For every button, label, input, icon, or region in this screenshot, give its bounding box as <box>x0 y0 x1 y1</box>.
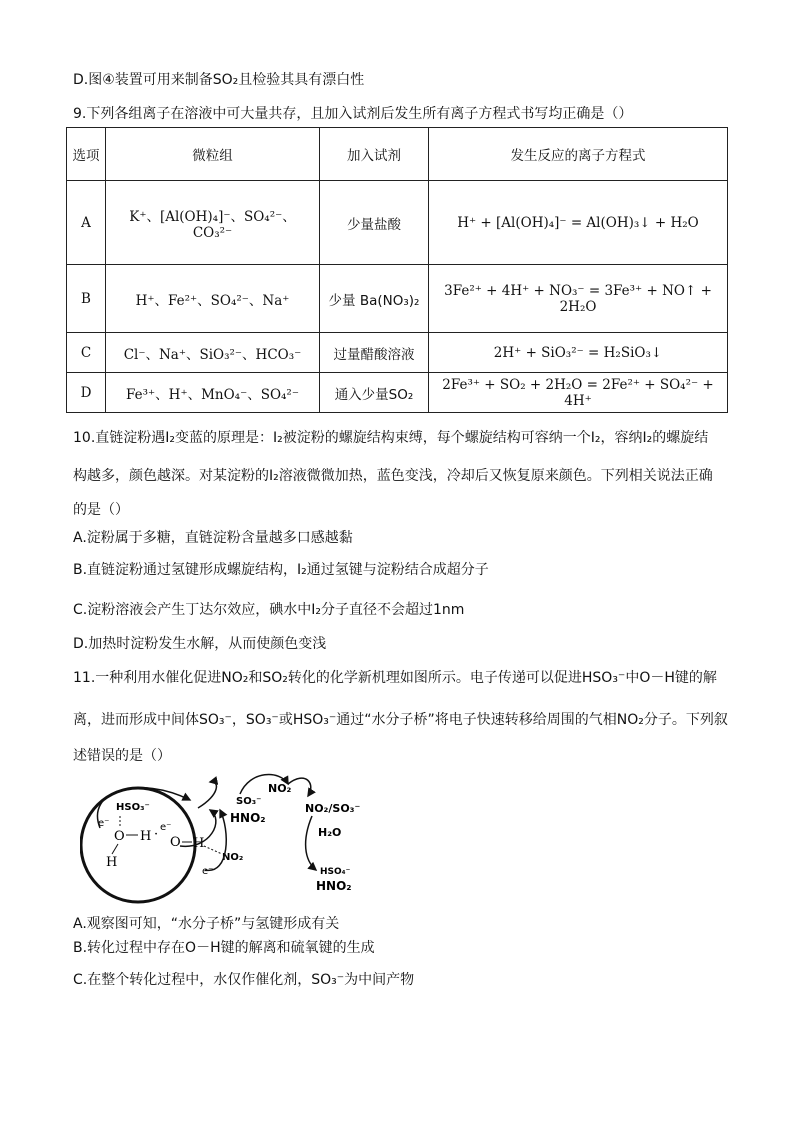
row-ions: Fe³⁺、H⁺、MnO₄⁻、SO₄²⁻ <box>106 373 320 413</box>
so3-mid-label: SO₃⁻ <box>236 796 262 807</box>
header-option: 选项 <box>67 128 106 181</box>
row-ions: H⁺、Fe²⁺、SO₄²⁻、Na⁺ <box>106 265 320 333</box>
q10-option-b: B.直链淀粉通过氢键形成螺旋结构，I₂通过氢键与淀粉结合成超分子 <box>73 562 489 578</box>
row-option: A <box>67 181 106 265</box>
header-ions: 微粒组 <box>106 128 320 181</box>
q10-stem-1: 10.直链淀粉遇I₂变蓝的原理是：I₂被淀粉的螺旋结构束缚，每个螺旋结构可容纳一个I₂，容纳I₂的螺旋结 <box>73 430 709 446</box>
electron-label-1: e⁻ <box>98 818 110 829</box>
no2-top-label: NO₂ <box>268 782 292 795</box>
row-option: D <box>67 373 106 413</box>
hno2-right-label: HNO₂ <box>316 879 352 893</box>
reaction-arrow-3 <box>306 816 316 870</box>
electron-transfer-arrow-2 <box>198 782 216 808</box>
q8-option-d: D.图④装置可用来制备SO₂且检验其具有漂白性 <box>73 72 365 88</box>
q11-stem-3: 述错误的是（） <box>73 748 171 764</box>
row-equation: H⁺ + [Al(OH)₄]⁻ = Al(OH)₃↓ + H₂O <box>429 181 728 265</box>
q9-stem: 9.下列各组离子在溶液中可大量共存，且加入试剂后发生所有离子方程式书写均正确是（） <box>73 106 633 122</box>
table-row <box>67 181 728 265</box>
header-reagent: 加入试剂 <box>320 128 429 181</box>
q11-option-a: A.观察图可知，“水分子桥”与氢键形成有关 <box>73 916 340 932</box>
hso4-label: HSO₄⁻ <box>320 867 351 877</box>
hno2-mid-label: HNO₂ <box>230 811 266 825</box>
q10-option-c: C.淀粉溶液会产生丁达尔效应，碘水中I₂分子直径不会超过1nm <box>73 602 465 618</box>
row-equation: 3Fe²⁺ + 4H⁺ + NO₃⁻ = 3Fe³⁺ + NO↑ + 2H₂O <box>429 265 728 333</box>
q10-stem-3: 的是（） <box>73 502 129 518</box>
q11-option-b: B.转化过程中存在O－H键的解离和硫氧键的生成 <box>73 940 375 956</box>
h2o-label: H₂O <box>318 826 342 839</box>
hbond-line-2 <box>204 846 222 854</box>
mechanism-diagram <box>80 770 380 910</box>
row-equation: 2Fe³⁺ + SO₂ + 2H₂O = 2Fe²⁺ + SO₄²⁻ + 4H⁺ <box>429 373 728 413</box>
q11-stem-1: 11.一种利用水催化促进NO₂和SO₂转化的化学新机理如图所示。电子传递可以促进HSO₃⁻中O－H键的解 <box>73 670 717 686</box>
row-ions: K⁺、[Al(OH)₄]⁻、SO₄²⁻、CO₃²⁻ <box>106 181 320 265</box>
q9-table <box>66 127 728 413</box>
row-equation: 2H⁺ + SiO₃²⁻ = H₂SiO₃↓ <box>429 333 728 373</box>
table-row <box>67 265 728 333</box>
reaction-arrow-2 <box>288 778 311 796</box>
row-reagent: 少量盐酸 <box>320 181 429 265</box>
q11-stem-2: 离，进而形成中间体SO₃⁻，SO₃⁻或HSO₃⁻通过“水分子桥”将电子快速转移给周围的气相NO₂分子。下列叙 <box>73 712 728 728</box>
hso3-left-label: HSO₃⁻ <box>116 802 150 813</box>
row-reagent: 通入少量SO₂ <box>320 373 429 413</box>
no2-so3-label: NO₂/SO₃⁻ <box>305 802 361 815</box>
atom-o1: O <box>114 829 125 844</box>
q10-option-a: A.淀粉属于多糖，直链淀粉含量越多口感越黏 <box>73 530 353 546</box>
table-row <box>67 333 728 373</box>
row-option: C <box>67 333 106 373</box>
bond-o1-h2 <box>112 844 118 854</box>
q10-stem-2: 构越多，颜色越深。对某淀粉的I₂溶液微微加热，蓝色变浅，冷却后又恢复原来颜色。下列相关说法正确 <box>73 468 713 484</box>
atom-h1: H <box>140 829 152 844</box>
atom-h2: H <box>106 855 118 870</box>
row-option: B <box>67 265 106 333</box>
row-reagent: 过量醋酸溶液 <box>320 333 429 373</box>
header-equation: 发生反应的离子方程式 <box>429 128 728 181</box>
q11-option-c: C.在整个转化过程中，水仅作催化剂，SO₃⁻为中间产物 <box>73 972 415 988</box>
q10-option-d: D.加热时淀粉发生水解，从而使颜色变浅 <box>73 636 327 652</box>
atom-dot: · <box>154 827 159 842</box>
row-ions: Cl⁻、Na⁺、SiO₃²⁻、HCO₃⁻ <box>106 333 320 373</box>
table-row <box>67 373 728 413</box>
row-reagent: 少量 Ba(NO₃)₂ <box>320 265 429 333</box>
electron-label-2: e⁻ <box>160 822 172 833</box>
table-header-row <box>67 128 728 181</box>
no2-left-label: NO₂ <box>222 852 244 863</box>
atom-h3: H <box>193 836 205 851</box>
electron-label-3: e⁻ <box>202 866 214 877</box>
atom-o2: O <box>170 835 181 850</box>
